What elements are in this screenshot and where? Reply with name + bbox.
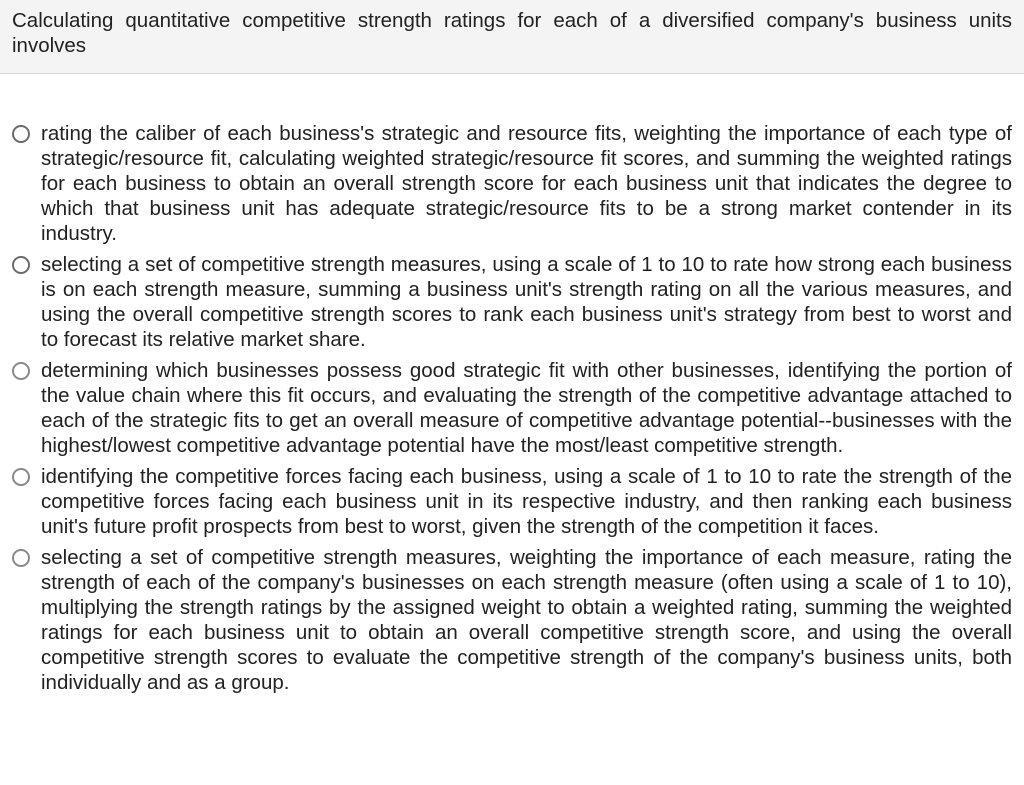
answer-option-label: determining which businesses possess good strategic fit with other businesses, identifying the portion of the value chain where this fit occurs, and evaluating the strength of the competitive advantage attached to each of the strategic fits to get an overall measure of competitive advantage potential--businesses with the highest/lowest competitive advantage potential have the most/least competitive strength. xyxy=(41,359,1012,457)
radio-button-icon[interactable] xyxy=(12,256,30,274)
answer-option-label: selecting a set of competitive strength measures, weighting the importance of each measure, rating the strength of each of the company's businesses on each strength measure (often using a scale of 1 to 10), multiplying the strength ratings by the assigned weight to obtain a weighted rating, summing the weighted ratings for each business unit to obtain an overall competitive strength score, and using the overall competitive strength scores to evaluate the competitive strength of the company's business units, both individually and as a group. xyxy=(41,546,1012,694)
question-header xyxy=(0,0,1024,74)
answer-option-4[interactable] xyxy=(0,464,1024,539)
answer-option-3[interactable] xyxy=(0,358,1024,458)
radio-button-icon[interactable] xyxy=(12,468,30,486)
answer-option-label: selecting a set of competitive strength measures, using a scale of 1 to 10 to rate how strong each business is on each strength measure, summing a business unit's strength rating on all the various measures, and using the overall competitive strength scores to rank each business unit's strategy from best to worst and to forecast its relative market share. xyxy=(41,253,1012,351)
radio-button-icon[interactable] xyxy=(12,362,30,380)
radio-button-icon[interactable] xyxy=(12,125,30,143)
answer-option-1[interactable] xyxy=(0,121,1024,246)
answer-option-label: identifying the competitive forces facing each business, using a scale of 1 to 10 to rate the strength of the competitive forces facing each business unit in its respective industry, and then ranking each business unit's future profit prospects from best to worst, given the strength of the competition it faces. xyxy=(41,465,1012,538)
answer-option-2[interactable] xyxy=(0,252,1024,352)
radio-button-icon[interactable] xyxy=(12,549,30,567)
answer-options xyxy=(0,121,1024,701)
answer-option-5[interactable] xyxy=(0,545,1024,695)
question-prompt: Calculating quantitative competitive strength ratings for each of a diversified company's business units involves xyxy=(12,9,1012,57)
answer-option-label: rating the caliber of each business's strategic and resource fits, weighting the importance of each type of strategic/resource fit, calculating weighted strategic/resource fit scores, and summing the weighted ratings for each business to obtain an overall strength score for each business unit that indicates the degree to which that business unit has adequate strategic/resource fits to be a strong market contender in its industry. xyxy=(41,122,1012,245)
